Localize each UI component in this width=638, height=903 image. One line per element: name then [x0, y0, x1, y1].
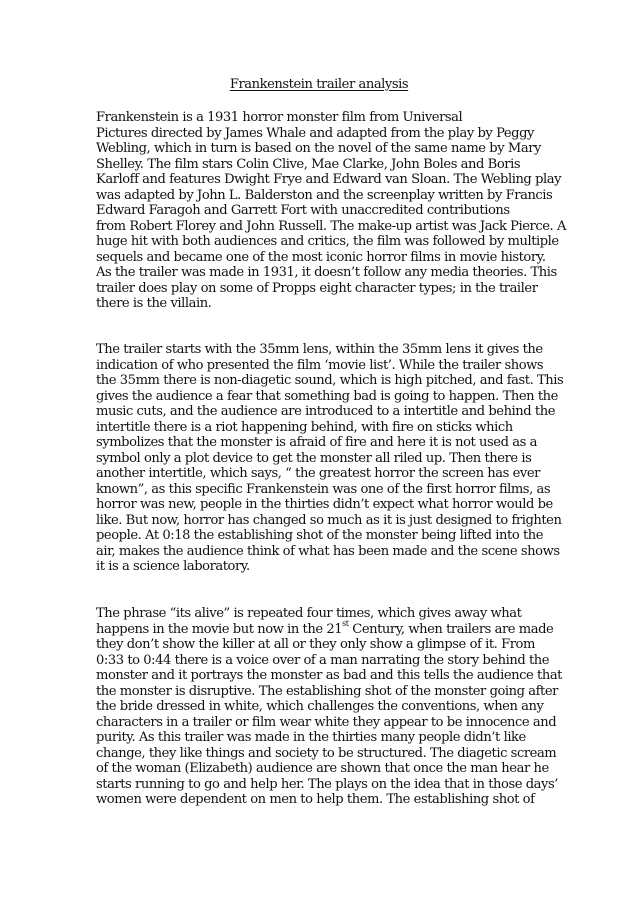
paragraph-line: Webling, which in turn is based on the novel of the same name by Mary [96, 141, 541, 156]
paragraph-line: intertitle there is a riot happening behind, with fire on sticks which [96, 419, 513, 435]
paragraph-line: air, makes the audience think of what has been made and the scene shows [96, 543, 560, 559]
paragraph-1 [96, 110, 566, 312]
paragraph-line: change, they like things and society to be structured. The diagetic scream [96, 745, 557, 761]
paragraph-line: women were dependent on men to help them. The establishing shot of [96, 792, 535, 807]
paragraph-line: The trailer starts with the 35mm lens, within the 35mm lens it gives the [96, 342, 543, 357]
paragraph-line: another intertitle, which says, “ the greatest horror the screen has ever [96, 466, 540, 481]
paragraph-line: 0:33 to 0:44 there is a voice over of a man narrating the story behind the [96, 652, 550, 668]
paragraph-line: was adapted by John L. Balderston and the screenplay written by Francis [96, 187, 553, 203]
ordinal-superscript: st [342, 619, 349, 629]
paragraph-line: Pictures directed by James Whale and adapted from the play by Peggy [96, 125, 534, 141]
paragraph-line: Edward Faragoh and Garrett Fort with unaccredited contributions [96, 203, 510, 218]
paragraph-line: the monster is disruptive. The establishing shot of the monster going after [96, 683, 558, 699]
paragraph-line: As the trailer was made in 1931, it doesn’t follow any media theories. This [96, 265, 557, 280]
paragraph-line: characters in a trailer or film wear white they appear to be innocence and [96, 714, 557, 730]
paragraph-line: the 35mm there is non-diagetic sound, which is high pitched, and fast. This [96, 373, 564, 388]
paragraph-line: people. At 0:18 the establishing shot of the monster being lifted into the [96, 528, 544, 543]
paragraph-line: like. But now, horror has changed so much as it is just designed to frighten [96, 512, 562, 528]
paragraph-line: there is the villain. [96, 296, 212, 311]
document-title: Frankenstein trailer analysis [229, 77, 409, 92]
paragraph-line: known”, as this specific Frankenstein was one of the first horror films, as [96, 481, 551, 497]
paragraph-line: gives the audience a fear that something bad is going to happen. Then the [96, 388, 558, 404]
line-text-before: happens in the movie but now in the 21 [96, 621, 343, 637]
line-text-after: Century, when trailers are made [348, 621, 554, 637]
paragraph-line: symbol only a plot device to get the monster all riled up. Then there is [96, 450, 532, 466]
paragraph-line: Karloff and features Dwight Frye and Edward van Sloan. The Webling play [96, 172, 562, 187]
paragraph-2 [96, 342, 563, 575]
paragraph-line: trailer does play on some of Propps eight character types; in the trailer [96, 280, 538, 296]
paragraph-line: symbolizes that the monster is afraid of fire and here it is not used as a [96, 435, 537, 450]
paragraph-line: monster and it portrays the monster as bad and this tells the audience that [96, 668, 562, 683]
paragraph-line: sequels and became one of the most iconic horror films in movie history. [96, 249, 546, 265]
paragraph-line: they don’t show the killer at all or they only show a glimpse of it. From [96, 637, 535, 652]
paragraph-line: Frankenstein is a 1931 horror monster film from Universal [96, 110, 463, 125]
paragraph-line: purity. As this trailer was made in the thirties many people didn’t like [96, 730, 526, 745]
paragraph-line: The phrase “its alive” is repeated four times, which gives away what [96, 606, 522, 621]
paragraph-line: horror was new, people in the thirties didn’t expect what horror would be [96, 497, 553, 512]
paragraph-line: from Robert Florey and John Russell. The make-up artist was Jack Pierce. A [96, 218, 566, 234]
paragraph-line: indication of who presented the film ‘movie list’. While the trailer shows [96, 357, 544, 373]
paragraph-line-with-superscript [96, 619, 562, 638]
paragraph-line: music cuts, and the audience are introduced to a intertitle and behind the [96, 404, 556, 419]
paragraph-line: it is a science laboratory. [96, 559, 250, 574]
paragraph-3 [96, 606, 562, 808]
paragraph-line: the bride dressed in white, which challenges the conventions, when any [96, 699, 544, 714]
paragraph-line: starts running to go and help her. The plays on the idea that in those days’ [96, 776, 558, 792]
paragraph-line: of the woman (Elizabeth) audience are shown that once the man hear he [96, 761, 549, 776]
paragraph-line: Shelley. The film stars Colin Clive, Mae Clarke, John Boles and Boris [96, 156, 521, 172]
paragraph-line: huge hit with both audiences and critics, the film was followed by multiple [96, 234, 559, 249]
